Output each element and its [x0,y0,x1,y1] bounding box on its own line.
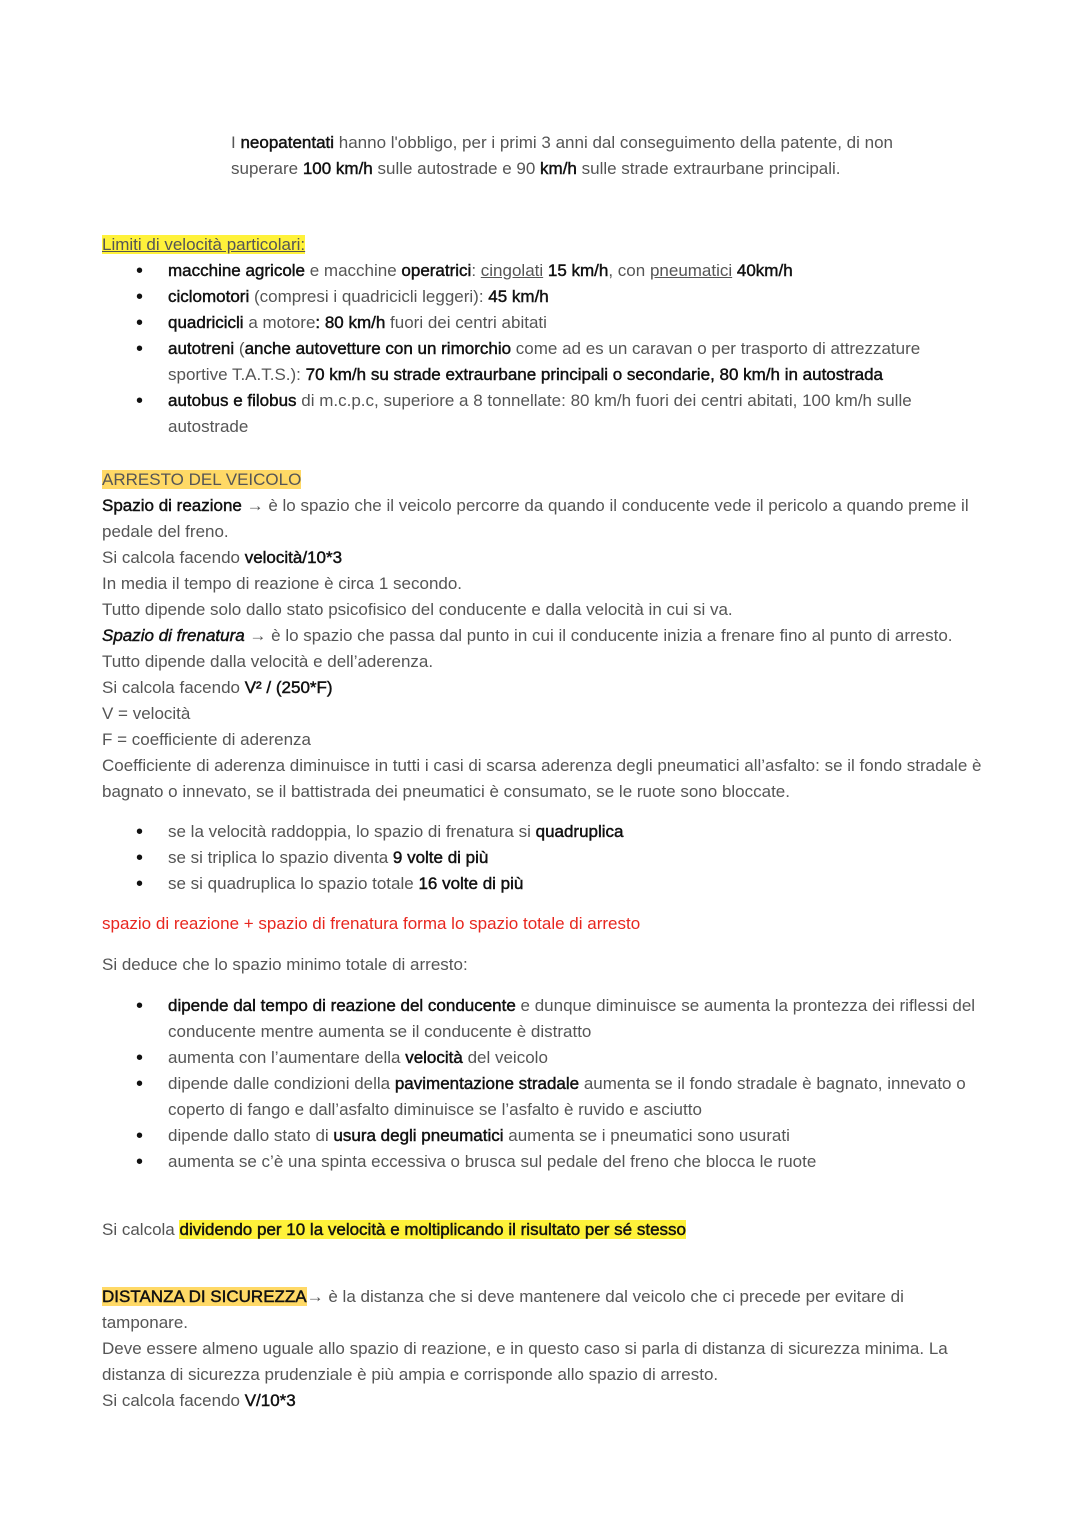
list-item: • quadricicli a motore: 80 km/h fuori dei centri abitati [102,310,982,336]
list-item: • autotreni (anche autovetture con un rimorchio come ad es un caravan o per trasporto di attrezzature sportive T.A.T.S.): 70 km/h su strade extraurbane principali o secondarie, 80 km/h in autostrada [102,336,982,388]
v-definition: V = velocità [102,704,191,723]
list-item: • dipende dalle condizioni della pavimentazione stradale aumenta se il fondo stradale è bagnato, innevato o coperto di fango e dall’asfalto diminuisce se l’asfalto è ruvido e asciutto [102,1071,982,1123]
reazione-media: In media il tempo di reazione è circa 1 secondo. [102,574,463,593]
distanza-formula: Si calcola facendo V/10*3 [102,1391,296,1410]
distanza-paragraph: DISTANZA DI SICUREZZA→ è la distanza che si deve mantenere dal veicolo che ci precede per evitare di tamponare. [102,1287,904,1332]
list-item: • ciclomotori (compresi i quadricicli leggeri): 45 km/h [102,284,982,310]
intro-neopatentati: neopatentati [240,133,335,152]
list-item: • autobus e filobus di m.c.p.c, superiore a 8 tonnellate: 80 km/h fuori dei centri abitati, 100 km/h sulle autostrade [102,388,982,440]
list-item: • se si quadruplica lo spazio totale 16 volte di più [102,871,982,897]
limiti-section [102,232,982,440]
frenatura-dipende: Tutto dipende dalla velocità e dell’aderenza. [102,652,434,671]
distanza-minima: Deve essere almeno uguale allo spazio di reazione, e in questo caso si parla di distanza di sicurezza minima. La distanza di sicurezza prudenziale è più ampia e corrisponde allo spazio di arresto. [102,1339,948,1384]
distanza-section [102,1284,982,1414]
intro-paragraph: I neopatentati hanno l'obbligo, per i primi 3 anni dal conseguimento della patente, di non superare 100 km/h sulle autostrade e 90 km/h sulle strade extraurbane principali. [231,133,894,178]
list-item: • macchine agricole e macchine operatrici: cingolati 15 km/h, con pneumatici 40km/h [102,258,982,284]
arresto-section [102,467,982,1175]
list-item: • se la velocità raddoppia, lo spazio di frenatura si quadruplica [102,819,982,845]
frenatura-list [102,819,982,897]
reazione-paragraph: Spazio di reazione → è lo spazio che il veicolo percorre da quando il conducente vede il pericolo a quando preme il pedale del freno. [102,496,969,541]
list-item: • aumenta con l’aumentare della velocità del veicolo [102,1045,982,1071]
calcolo-highlight: dividendo per 10 la velocità e moltiplicando il risultato per sé stesso [179,1220,686,1239]
reazione-dipende: Tutto dipende solo dallo stato psicofisico del conducente e dalla velocità in cui si va. [102,600,733,619]
list-item: • dipende dallo stato di usura degli pneumatici aumenta se i pneumatici sono usurati [102,1123,982,1149]
arresto-heading: ARRESTO DEL VEICOLO [102,470,302,489]
list-item: • se si triplica lo spazio diventa 9 volte di più [102,845,982,871]
limiti-heading: Limiti di velocità particolari: [102,235,306,254]
f-definition: F = coefficiente di aderenza [102,730,312,749]
frenatura-paragraph: Spazio di frenatura → è lo spazio che passa dal punto in cui il conducente inizia a frenare fino al punto di arresto. [102,626,953,645]
spazio-totale-note: spazio di reazione + spazio di frenatura forma lo spazio totale di arresto [102,914,641,933]
coefficiente-paragraph: Coefficiente di aderenza diminuisce in tutti i casi di scarsa aderenza degli pneumatici all’asfalto: se il fondo stradale è bagnato o innevato, se il battistrada dei pneumatici è consumato, se le ruote sono bloccate. [102,756,982,801]
limiti-list [102,258,982,440]
frenatura-formula: Si calcola facendo V² / (250*F) [102,678,333,697]
intro-block [231,130,951,182]
deduce-list [102,993,982,1175]
list-item: • dipende dal tempo di reazione del conducente e dunque diminuisce se aumenta la prontezza dei riflessi del conducente mentre aumenta se il conducente è distratto [102,993,982,1045]
reazione-formula: Si calcola facendo velocità/10*3 [102,548,343,567]
deduce-paragraph: Si deduce che lo spazio minimo totale di arresto: [102,955,468,974]
list-item: • aumenta se c’è una spinta eccessiva o brusca sul pedale del freno che blocca le ruote [102,1149,982,1175]
distanza-heading: DISTANZA DI SICUREZZA [102,1287,307,1306]
calcolo-arresto: Si calcola dividendo per 10 la velocità e moltiplicando il risultato per sé stesso [102,1220,686,1239]
